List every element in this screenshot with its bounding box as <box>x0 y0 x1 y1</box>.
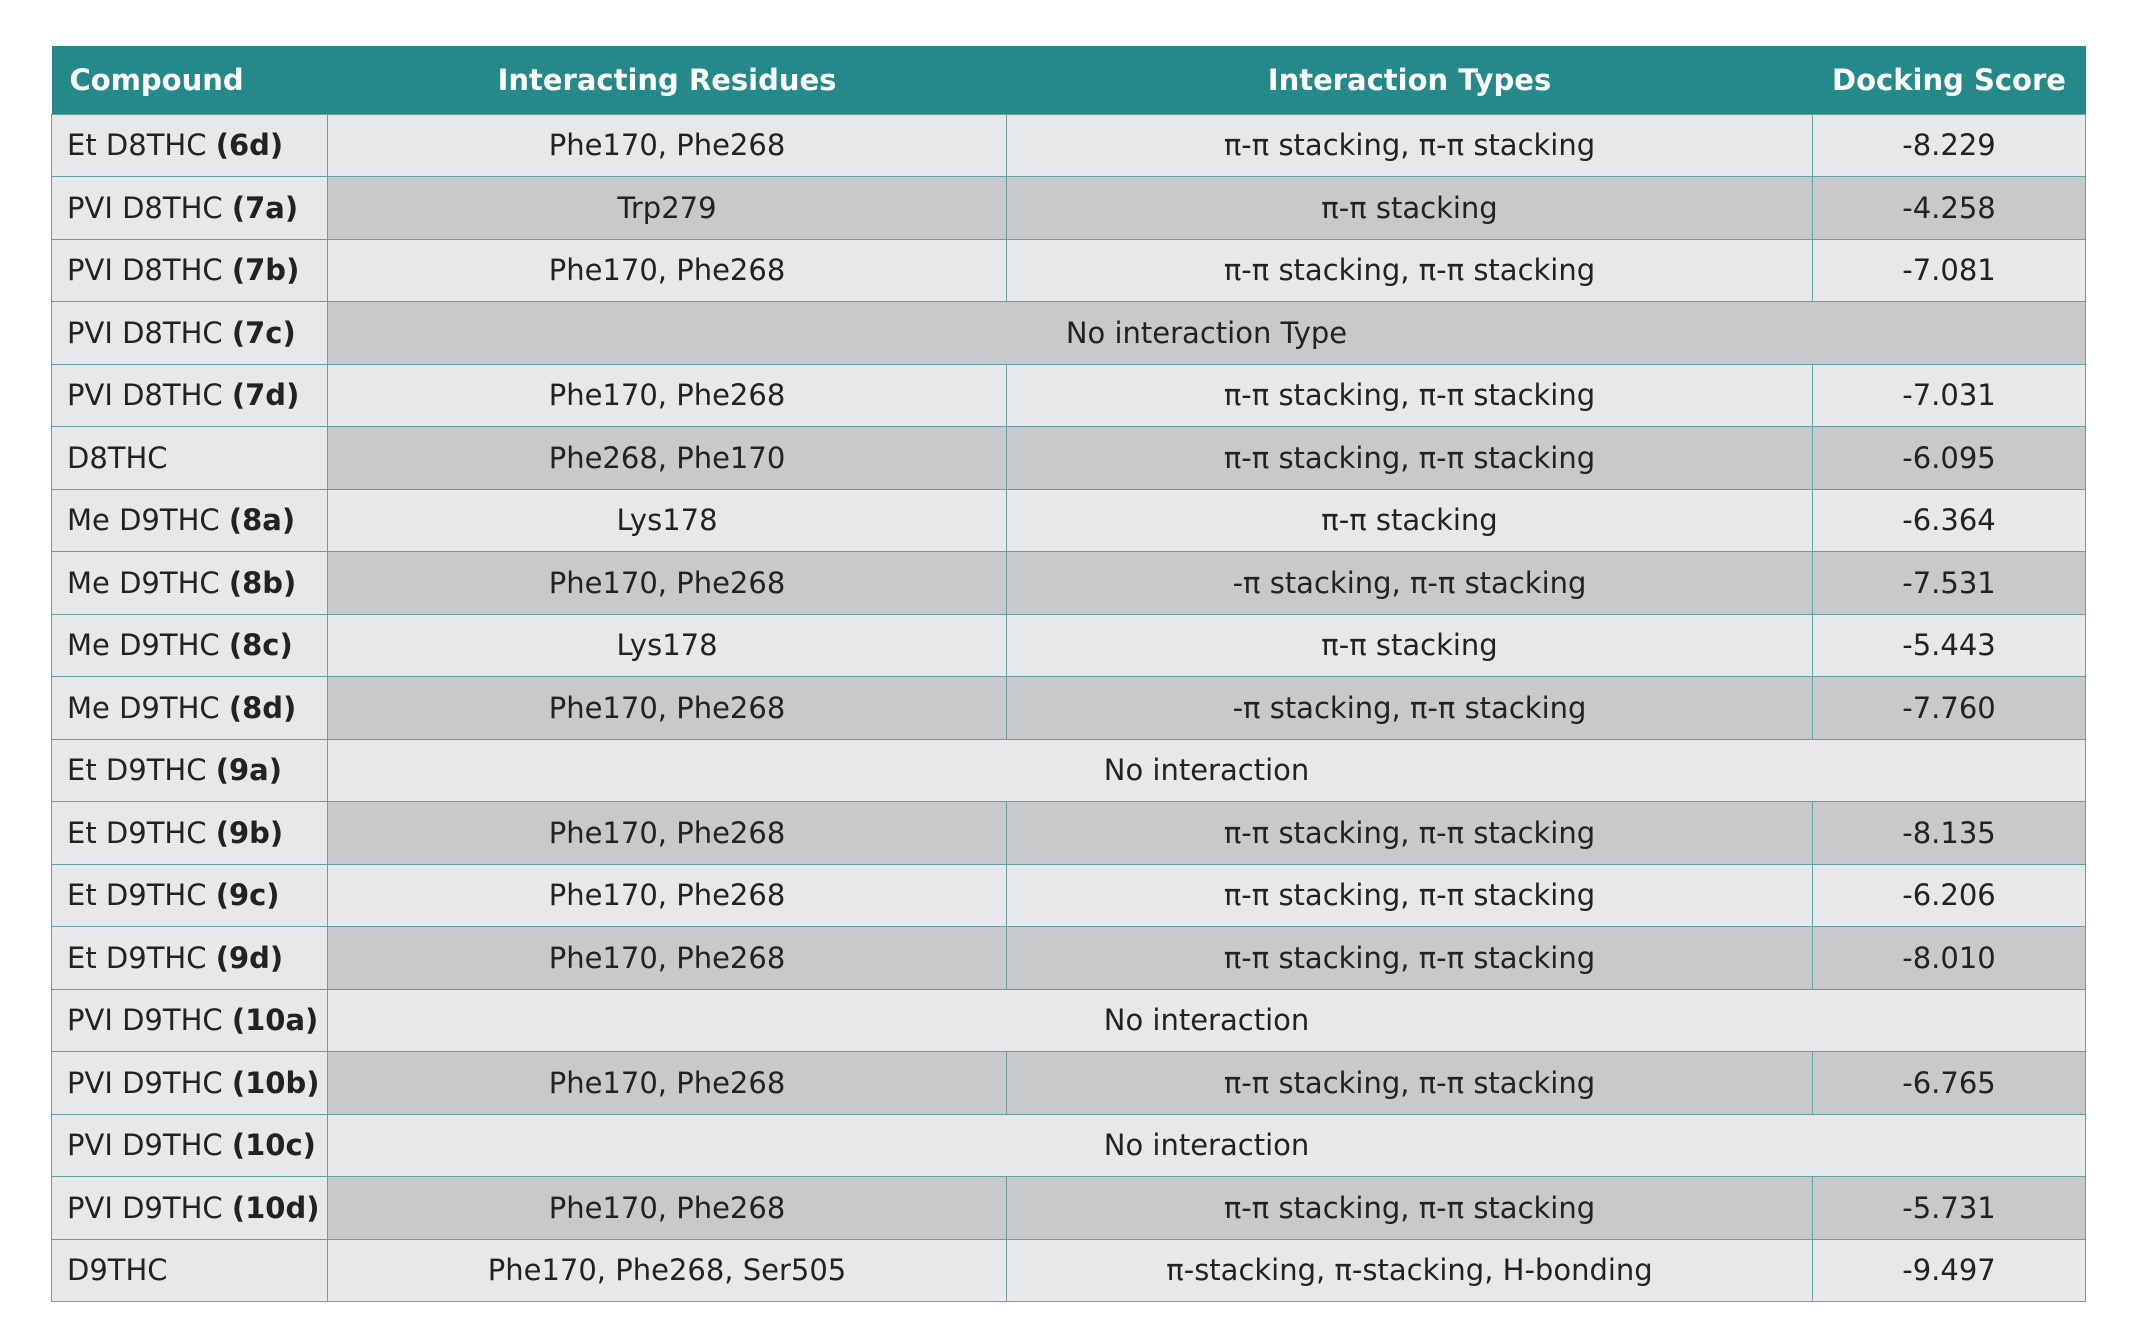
compound-code: (8d) <box>228 690 297 725</box>
compound-name: D9THC <box>67 1253 168 1288</box>
residues-cell: Phe170, Phe268 <box>328 677 1007 740</box>
interaction-types-cell: π-π stacking, π-π stacking <box>1007 427 1813 490</box>
no-interaction-cell: No interaction Type <box>328 302 2086 365</box>
residues-cell: Phe170, Phe268 <box>328 802 1007 865</box>
table-row <box>52 302 2086 365</box>
no-interaction-cell: No interaction <box>328 739 2086 802</box>
docking-score-cell: -6.206 <box>1813 864 2086 927</box>
compound-name: Et D9THC <box>67 815 207 850</box>
compound-name: Et D9THC <box>67 940 207 975</box>
residues-cell: Phe170, Phe268, Ser505 <box>328 1239 1007 1302</box>
interaction-types-cell: π-π stacking, π-π stacking <box>1007 114 1813 177</box>
interaction-types-cell: π-stacking, π-stacking, H-bonding <box>1007 1239 1813 1302</box>
table-row <box>52 927 2086 990</box>
docking-score-cell: -9.497 <box>1813 1239 2086 1302</box>
residues-cell: Trp279 <box>328 177 1007 240</box>
compound-code: (10c) <box>231 1128 316 1163</box>
table-body <box>52 114 2086 1302</box>
interaction-types-cell: π-π stacking, π-π stacking <box>1007 927 1813 990</box>
compound-code: (10d) <box>231 1190 320 1225</box>
table-row <box>52 1177 2086 1240</box>
table-header <box>52 46 2086 114</box>
docking-score-cell: -8.229 <box>1813 114 2086 177</box>
compound-cell <box>52 989 328 1052</box>
compound-cell <box>52 614 328 677</box>
header-docking-score: Docking Score <box>1832 62 2066 97</box>
compound-code: (7d) <box>231 378 300 413</box>
compound-name: Et D9THC <box>67 878 207 913</box>
interaction-types-cell: π-π stacking, π-π stacking <box>1007 364 1813 427</box>
compound-cell <box>52 239 328 302</box>
table-row <box>52 1052 2086 1115</box>
interaction-types-cell: π-π stacking, π-π stacking <box>1007 802 1813 865</box>
compound-name: Et D9THC <box>67 753 207 788</box>
compound-name: Me D9THC <box>67 690 220 725</box>
table-row <box>52 989 2086 1052</box>
compound-cell <box>52 427 328 490</box>
interaction-types-cell: π-π stacking, π-π stacking <box>1007 239 1813 302</box>
compound-name: PVI D9THC <box>67 1065 223 1100</box>
no-interaction-cell: No interaction <box>328 1114 2086 1177</box>
interaction-types-cell: -π stacking, π-π stacking <box>1007 677 1813 740</box>
compound-name: Et D8THC <box>67 128 207 163</box>
compound-code: (7c) <box>231 315 296 350</box>
compound-code: (9d) <box>215 940 284 975</box>
compound-name: D8THC <box>67 440 168 475</box>
compound-cell <box>52 489 328 552</box>
compound-name: PVI D8THC <box>67 378 223 413</box>
compound-cell <box>52 739 328 802</box>
docking-score-cell: -8.010 <box>1813 927 2086 990</box>
compound-cell <box>52 364 328 427</box>
docking-score-cell: -6.364 <box>1813 489 2086 552</box>
docking-score-cell: -5.731 <box>1813 1177 2086 1240</box>
table-row <box>52 552 2086 615</box>
table-row <box>52 239 2086 302</box>
residues-cell: Phe170, Phe268 <box>328 552 1007 615</box>
compound-name: PVI D9THC <box>67 1128 223 1163</box>
docking-score-cell: -6.765 <box>1813 1052 2086 1115</box>
compound-code: (9b) <box>215 815 284 850</box>
residues-cell: Phe170, Phe268 <box>328 1177 1007 1240</box>
interaction-types-cell: π-π stacking, π-π stacking <box>1007 864 1813 927</box>
residues-cell: Phe170, Phe268 <box>328 114 1007 177</box>
interaction-types-cell: π-π stacking, π-π stacking <box>1007 1177 1813 1240</box>
docking-score-cell: -7.081 <box>1813 239 2086 302</box>
residues-cell: Phe170, Phe268 <box>328 927 1007 990</box>
table-row <box>52 427 2086 490</box>
compound-cell <box>52 302 328 365</box>
docking-score-cell: -5.443 <box>1813 614 2086 677</box>
docking-results-table <box>51 46 2086 1302</box>
interaction-types-cell: π-π stacking, π-π stacking <box>1007 1052 1813 1115</box>
table-row <box>52 677 2086 740</box>
table-row <box>52 177 2086 240</box>
compound-code: (8b) <box>228 565 297 600</box>
residues-cell: Phe170, Phe268 <box>328 364 1007 427</box>
compound-name: Me D9THC <box>67 503 220 538</box>
compound-cell <box>52 177 328 240</box>
residues-cell: Phe170, Phe268 <box>328 864 1007 927</box>
table-row <box>52 1114 2086 1177</box>
no-interaction-cell: No interaction <box>328 989 2086 1052</box>
residues-cell: Phe268, Phe170 <box>328 427 1007 490</box>
compound-code: (8a) <box>228 503 296 538</box>
header-row <box>52 46 2086 114</box>
table-row <box>52 1239 2086 1302</box>
docking-score-cell: -7.531 <box>1813 552 2086 615</box>
docking-score-cell: -6.095 <box>1813 427 2086 490</box>
compound-name: PVI D9THC <box>67 1190 223 1225</box>
compound-code: (9c) <box>215 878 280 913</box>
residues-cell: Phe170, Phe268 <box>328 1052 1007 1115</box>
compound-code: (10a) <box>231 1003 319 1038</box>
compound-cell <box>52 1177 328 1240</box>
compound-cell <box>52 864 328 927</box>
compound-name: Me D9THC <box>67 628 220 663</box>
compound-code: (9a) <box>215 753 282 788</box>
compound-name: PVI D8THC <box>67 253 223 288</box>
docking-score-cell: -4.258 <box>1813 177 2086 240</box>
header-interacting-residues: Interacting Residues <box>497 62 837 97</box>
interaction-types-cell: π-π stacking <box>1007 177 1813 240</box>
docking-score-cell: -8.135 <box>1813 802 2086 865</box>
interaction-types-cell: π-π stacking <box>1007 614 1813 677</box>
table-row <box>52 114 2086 177</box>
compound-name: Me D9THC <box>67 565 220 600</box>
compound-code: (7a) <box>231 190 299 225</box>
compound-code: (8c) <box>228 628 293 663</box>
docking-score-cell: -7.031 <box>1813 364 2086 427</box>
docking-table-container <box>51 46 2085 1302</box>
residues-cell: Lys178 <box>328 489 1007 552</box>
compound-cell <box>52 114 328 177</box>
header-compound: Compound <box>69 62 244 97</box>
table-row <box>52 802 2086 865</box>
compound-cell <box>52 1239 328 1302</box>
compound-cell <box>52 552 328 615</box>
compound-code: (10b) <box>231 1065 320 1100</box>
compound-name: PVI D9THC <box>67 1003 223 1038</box>
table-row <box>52 614 2086 677</box>
residues-cell: Phe170, Phe268 <box>328 239 1007 302</box>
compound-cell <box>52 1052 328 1115</box>
table-row <box>52 739 2086 802</box>
compound-cell <box>52 802 328 865</box>
table-row <box>52 364 2086 427</box>
interaction-types-cell: π-π stacking <box>1007 489 1813 552</box>
header-interaction-types: Interaction Types <box>1267 62 1552 97</box>
docking-score-cell: -7.760 <box>1813 677 2086 740</box>
table-row <box>52 489 2086 552</box>
compound-cell <box>52 927 328 990</box>
compound-code: (7b) <box>231 253 300 288</box>
compound-code: (6d) <box>215 128 284 163</box>
interaction-types-cell: -π stacking, π-π stacking <box>1007 552 1813 615</box>
compound-cell <box>52 677 328 740</box>
table-row <box>52 864 2086 927</box>
residues-cell: Lys178 <box>328 614 1007 677</box>
compound-cell <box>52 1114 328 1177</box>
compound-name: PVI D8THC <box>67 190 223 225</box>
compound-name: PVI D8THC <box>67 315 223 350</box>
